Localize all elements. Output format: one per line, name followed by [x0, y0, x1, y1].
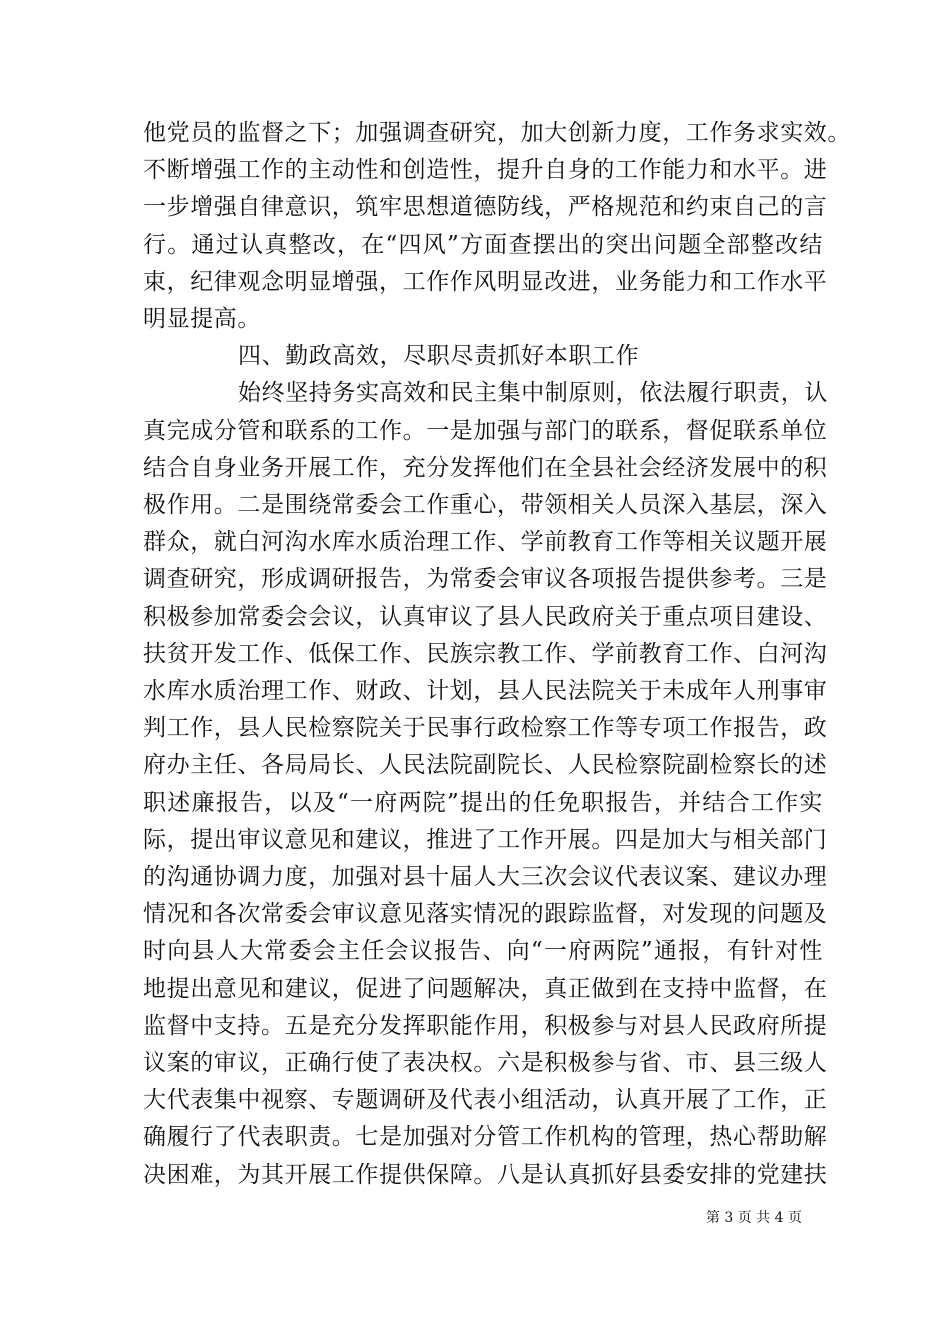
text-line: 束，纪律观念明显增强，工作作风明显改进，业务能力和工作水平: [143, 269, 828, 295]
text-line: 地提出意见和建议，促进了问题解决，真正做到在支持中监督，在: [143, 976, 828, 1002]
text-line: 情况和各次常委会审议意见落实情况的跟踪监督，对发现的问题及: [143, 901, 828, 927]
section-heading: 四、勤政高效，尽职尽责抓好本职工作: [238, 343, 640, 369]
text-line: 扶贫开发工作、低保工作、民族宗教工作、学前教育工作、白河沟: [143, 641, 828, 667]
text-line: 决困难，为其开展工作提供保障。八是认真抓好县委安排的党建扶: [143, 1162, 828, 1188]
paragraph-first-line: 始终坚持务实高效和民主集中制原则，依法履行职责，认: [238, 380, 828, 406]
page-number-footer: 第 3 页 共 4 页: [705, 1210, 802, 1226]
text-line: 府办主任、各局局长、人民法院副院长、人民检察院副检察长的述: [143, 752, 828, 778]
text-line: 大代表集中视察、专题调研及代表小组活动，认真开展了工作，正: [143, 1087, 828, 1113]
text-line: 真完成分管和联系的工作。一是加强与部门的联系，督促联系单位: [143, 418, 828, 444]
text-line: 水库水质治理工作、财政、计划，县人民法院关于未成年人刑事审: [143, 678, 828, 704]
text-line: 监督中支持。五是充分发挥职能作用，积极参与对县人民政府所提: [143, 1013, 828, 1039]
text-line: 际，提出审议意见和建议，推进了工作开展。四是加大与相关部门: [143, 827, 828, 853]
text-line: 一步增强自律意识，筑牢思想道德防线，严格规范和约束自己的言: [143, 194, 828, 220]
text-line: 调查研究，形成调研报告，为常委会审议各项报告提供参考。三是: [143, 566, 828, 592]
text-line: 行。通过认真整改，在“四风”方面查摆出的突出问题全部整改结: [143, 232, 823, 258]
text-line: 群众，就白河沟水库水质治理工作、学前教育工作等相关议题开展: [143, 529, 828, 555]
text-line: 时向县人大常委会主任会议报告、向“一府两院”通报，有针对性: [143, 938, 823, 964]
text-line: 他党员的监督之下；加强调查研究，加大创新力度，工作务求实效。: [143, 120, 851, 146]
text-line: 不断增强工作的主动性和创造性，提升自身的工作能力和水平。进: [143, 157, 828, 183]
text-line: 确履行了代表职责。七是加强对分管工作机构的管理，热心帮助解: [143, 1124, 828, 1150]
text-line: 明显提高。: [143, 306, 261, 332]
text-line: 结合自身业务开展工作，充分发挥他们在全县社会经济发展中的积: [143, 455, 828, 481]
text-line: 极作用。二是围绕常委会工作重心，带领相关人员深入基层，深入: [143, 492, 828, 518]
text-line: 职述廉报告，以及“一府两院”提出的任免职报告，并结合工作实: [143, 790, 823, 816]
text-line: 议案的审议，正确行使了表决权。六是积极参与省、市、县三级人: [143, 1050, 828, 1076]
text-line: 积极参加常委会会议，认真审议了县人民政府关于重点项目建设、: [143, 604, 828, 630]
text-line: 的沟通协调力度，加强对县十届人大三次会议代表议案、建议办理: [143, 864, 828, 890]
text-line: 判工作，县人民检察院关于民事行政检察工作等专项工作报告，政: [143, 715, 828, 741]
